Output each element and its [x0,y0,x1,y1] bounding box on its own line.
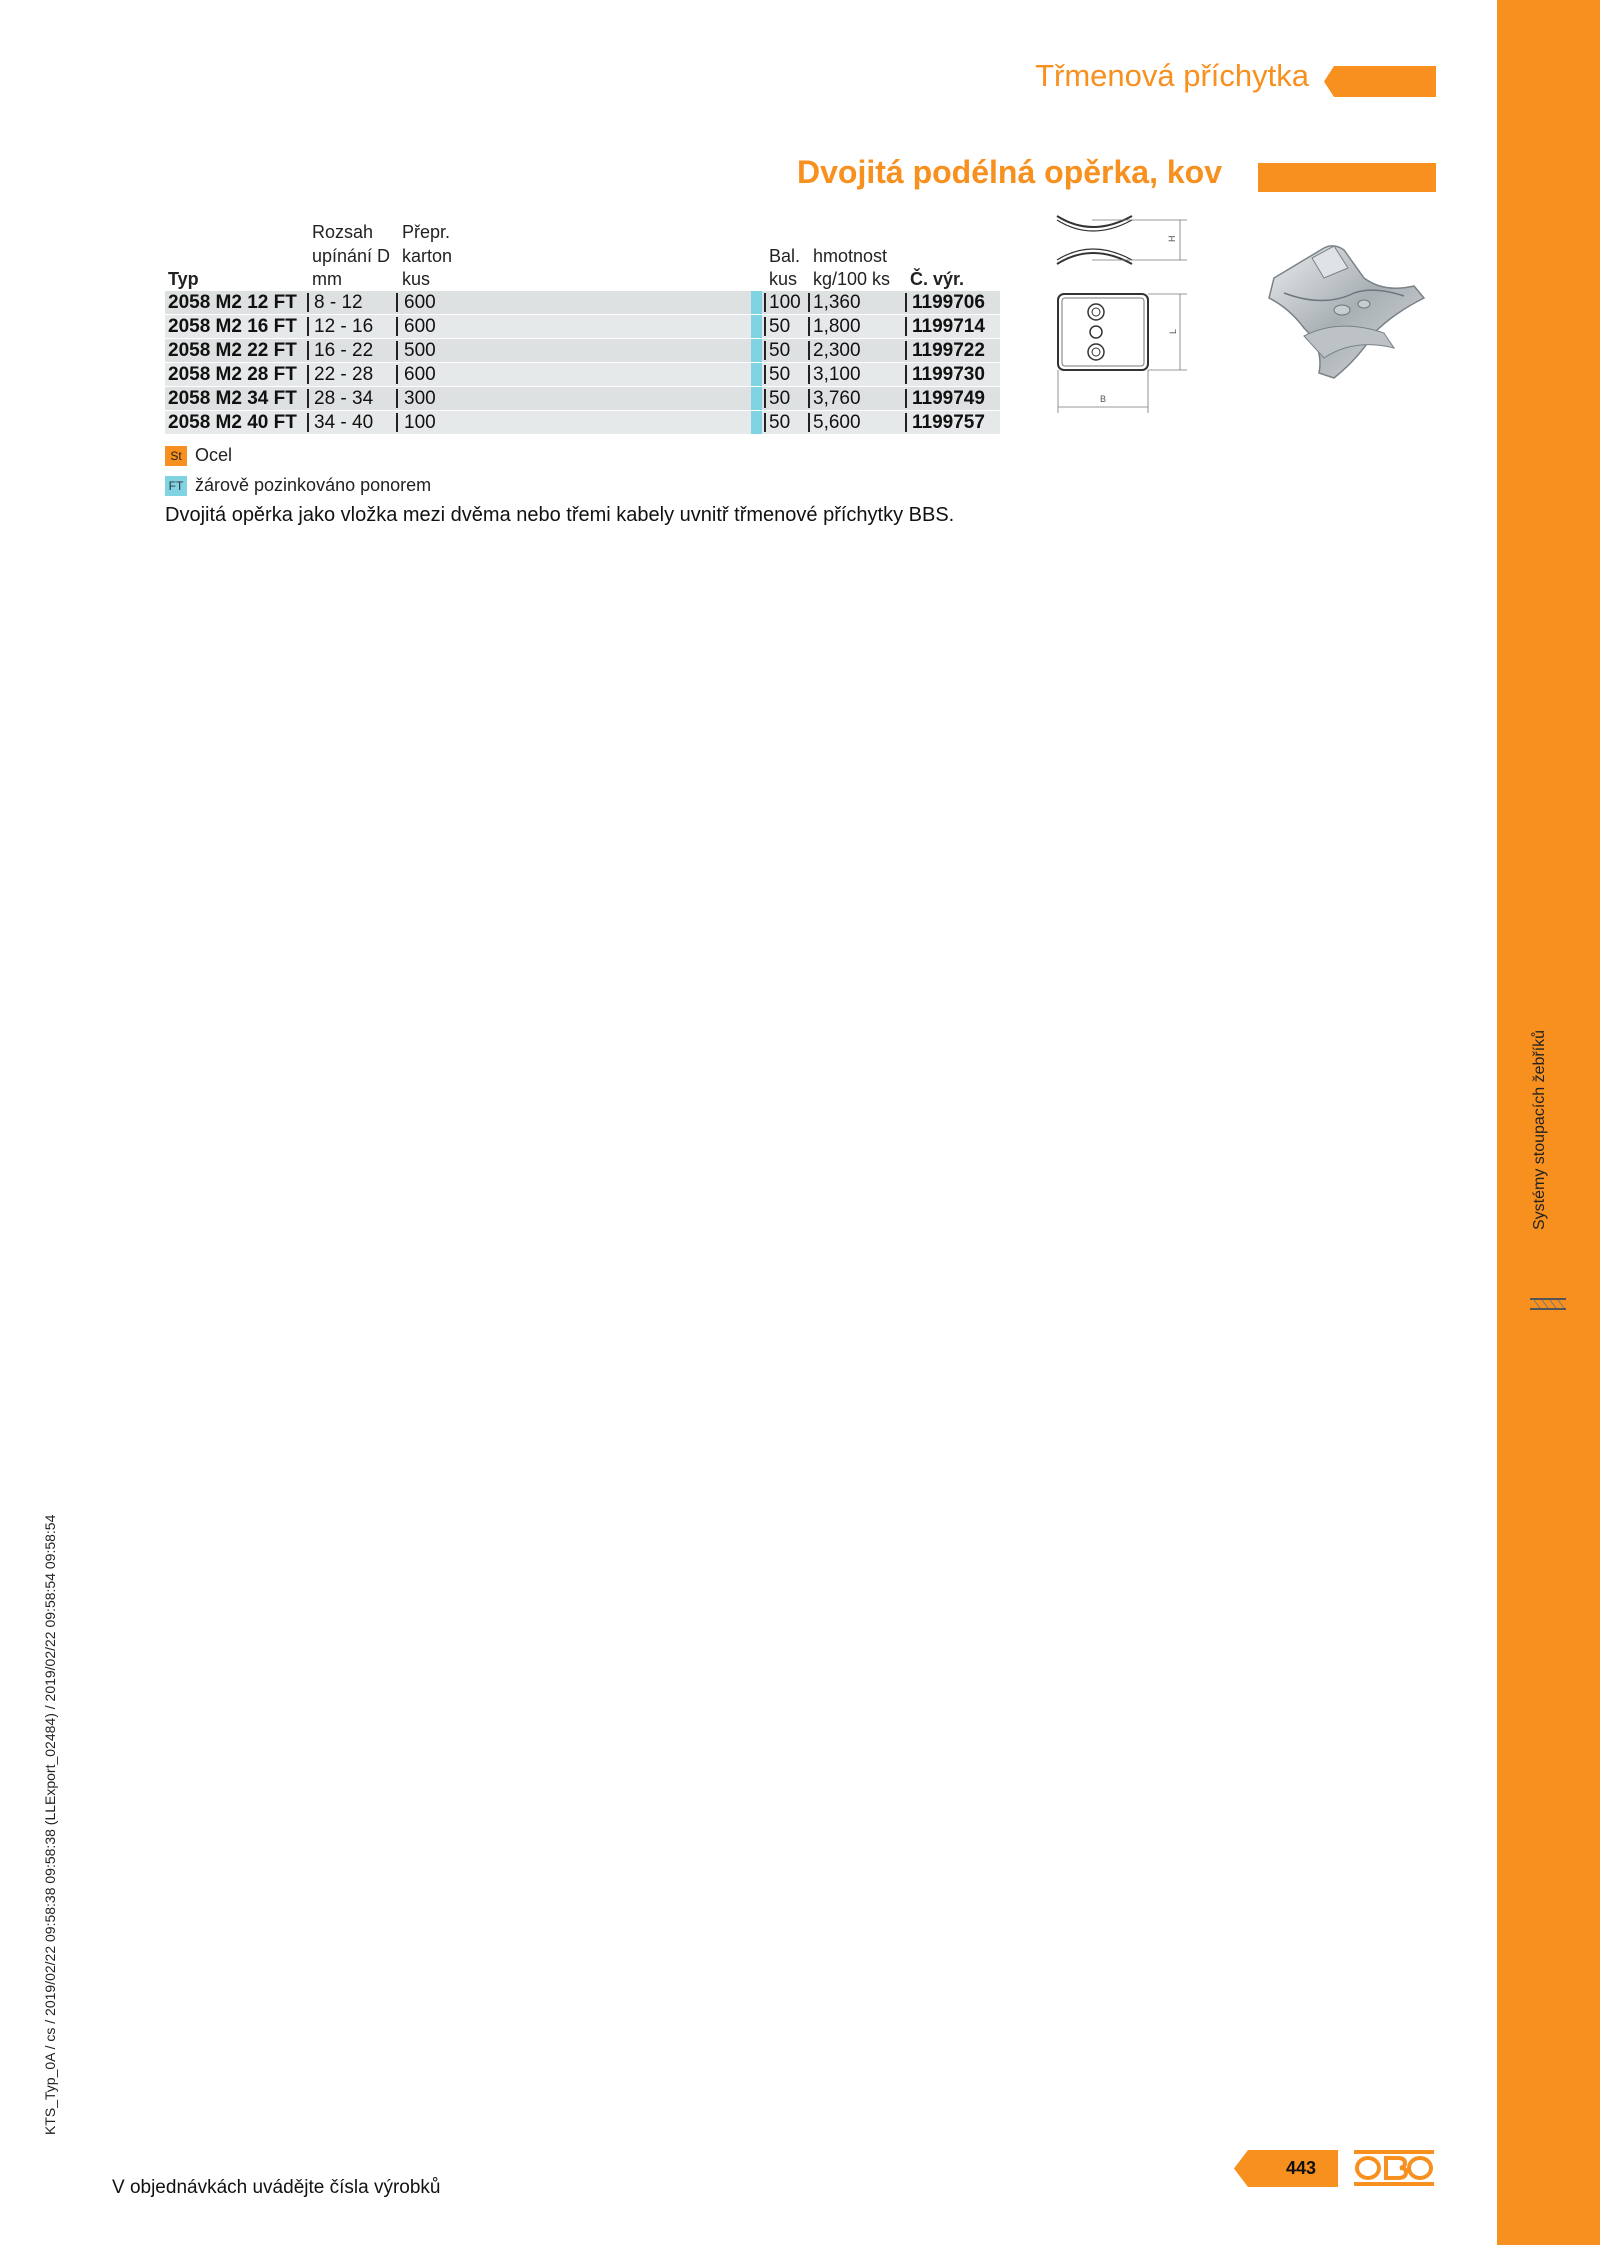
ft-marker [751,411,762,434]
header-prepr-3: kus [402,269,431,289]
cell-hmotnost: 2,300 [813,340,861,361]
cell-rozsah: 12 - 16 [314,316,374,337]
obo-logo [1354,2150,1434,2186]
ladder-icon [1528,1296,1568,1314]
dim-l: L [1168,328,1178,334]
table-row [165,411,1000,434]
cell-prepr: 600 [404,364,436,385]
header-bal-1: Bal. [769,246,801,266]
header-rozsah-1: Rozsah [312,222,374,242]
cell-hmotnost: 1,360 [813,292,861,313]
section-flag [1324,66,1436,97]
header-hm-2: kg/100 ks [813,269,891,289]
cell-cislo: 1199757 [912,412,985,433]
cell-cislo: 1199706 [912,292,985,313]
cell-prepr: 500 [404,340,436,361]
product-title: Dvojitá podélná opěrka, kov [797,154,1222,190]
galvanized-badge: FT [165,476,187,496]
cell-bal: 50 [769,388,791,409]
cell-prepr: 100 [404,412,436,433]
galvanized-label: žárově pozinkováno ponorem [195,475,432,495]
cell-prepr: 600 [404,292,436,313]
ft-marker [751,363,762,386]
header-rozsah-2: upínání D [312,246,391,266]
dim-h: H [1167,235,1177,242]
cell-typ: 2058 M2 16 FT [168,316,297,337]
ft-marker [751,291,762,314]
ft-marker [751,387,762,410]
header-cvyr: Č. výr. [910,269,965,289]
legend-steel [165,445,232,466]
ft-marker [751,339,762,362]
cell-rozsah: 28 - 34 [314,388,374,409]
table-row [165,339,1000,362]
section-title: Třmenová příchytka [1035,58,1309,93]
header-hm-1: hmotnost [813,246,888,266]
cell-typ: 2058 M2 12 FT [168,292,297,313]
ft-marker [751,315,762,338]
cell-bal: 50 [769,316,791,337]
header-typ: Typ [168,269,199,289]
technical-drawing [1052,208,1202,418]
cell-prepr: 300 [404,388,436,409]
cell-hmotnost: 3,760 [813,388,861,409]
table-row [165,315,1000,338]
cell-hmotnost: 3,100 [813,364,861,385]
cell-cislo: 1199722 [912,340,985,361]
product-description: Dvojitá opěrka jako vložka mezi dvěma nebo třemi kabely uvnitř třmenové příchytky BBS. [165,504,955,526]
cell-bal: 100 [769,292,801,313]
table-row [165,291,1000,314]
title-bar [1258,163,1436,192]
export-note: KTS_Typ_0A / cs / 2019/02/22 09:58:38 09:58:38 (LLExport_02484) / 2019/02/22 09:58:54 09:58:54 [42,1514,58,2135]
header-bal-2: kus [769,269,798,289]
table-body [165,291,1000,435]
cell-rozsah: 34 - 40 [314,412,374,433]
cell-hmotnost: 5,600 [813,412,861,433]
steel-label: Ocel [195,445,233,465]
page-number: 443 [1285,2158,1317,2178]
cell-rozsah: 8 - 12 [314,292,363,313]
dim-b: B [1100,394,1107,404]
header-prepr-1: Přepr. [402,222,451,242]
steel-badge: St [165,446,187,466]
product-photo [1264,238,1428,388]
sidebar-title: Systémy stoupacích žebříků [1531,1029,1548,1230]
table-row [165,387,1000,410]
cell-typ: 2058 M2 34 FT [168,388,297,409]
header-prepr-2: karton [402,246,453,266]
cell-bal: 50 [769,412,791,433]
cell-prepr: 600 [404,316,436,337]
legend-galvanized [165,475,431,496]
cell-cislo: 1199730 [912,364,985,385]
cell-hmotnost: 1,800 [813,316,861,337]
cell-cislo: 1199749 [912,388,985,409]
cell-bal: 50 [769,340,791,361]
cell-bal: 50 [769,364,791,385]
cell-typ: 2058 M2 22 FT [168,340,297,361]
cell-typ: 2058 M2 40 FT [168,412,297,433]
cell-typ: 2058 M2 28 FT [168,364,297,385]
cell-rozsah: 22 - 28 [314,364,374,385]
cell-cislo: 1199714 [912,316,985,337]
header-rozsah-3: mm [312,269,342,289]
order-note: V objednávkách uvádějte čísla výrobků [112,2177,441,2198]
cell-rozsah: 16 - 22 [314,340,374,361]
table-row [165,363,1000,386]
